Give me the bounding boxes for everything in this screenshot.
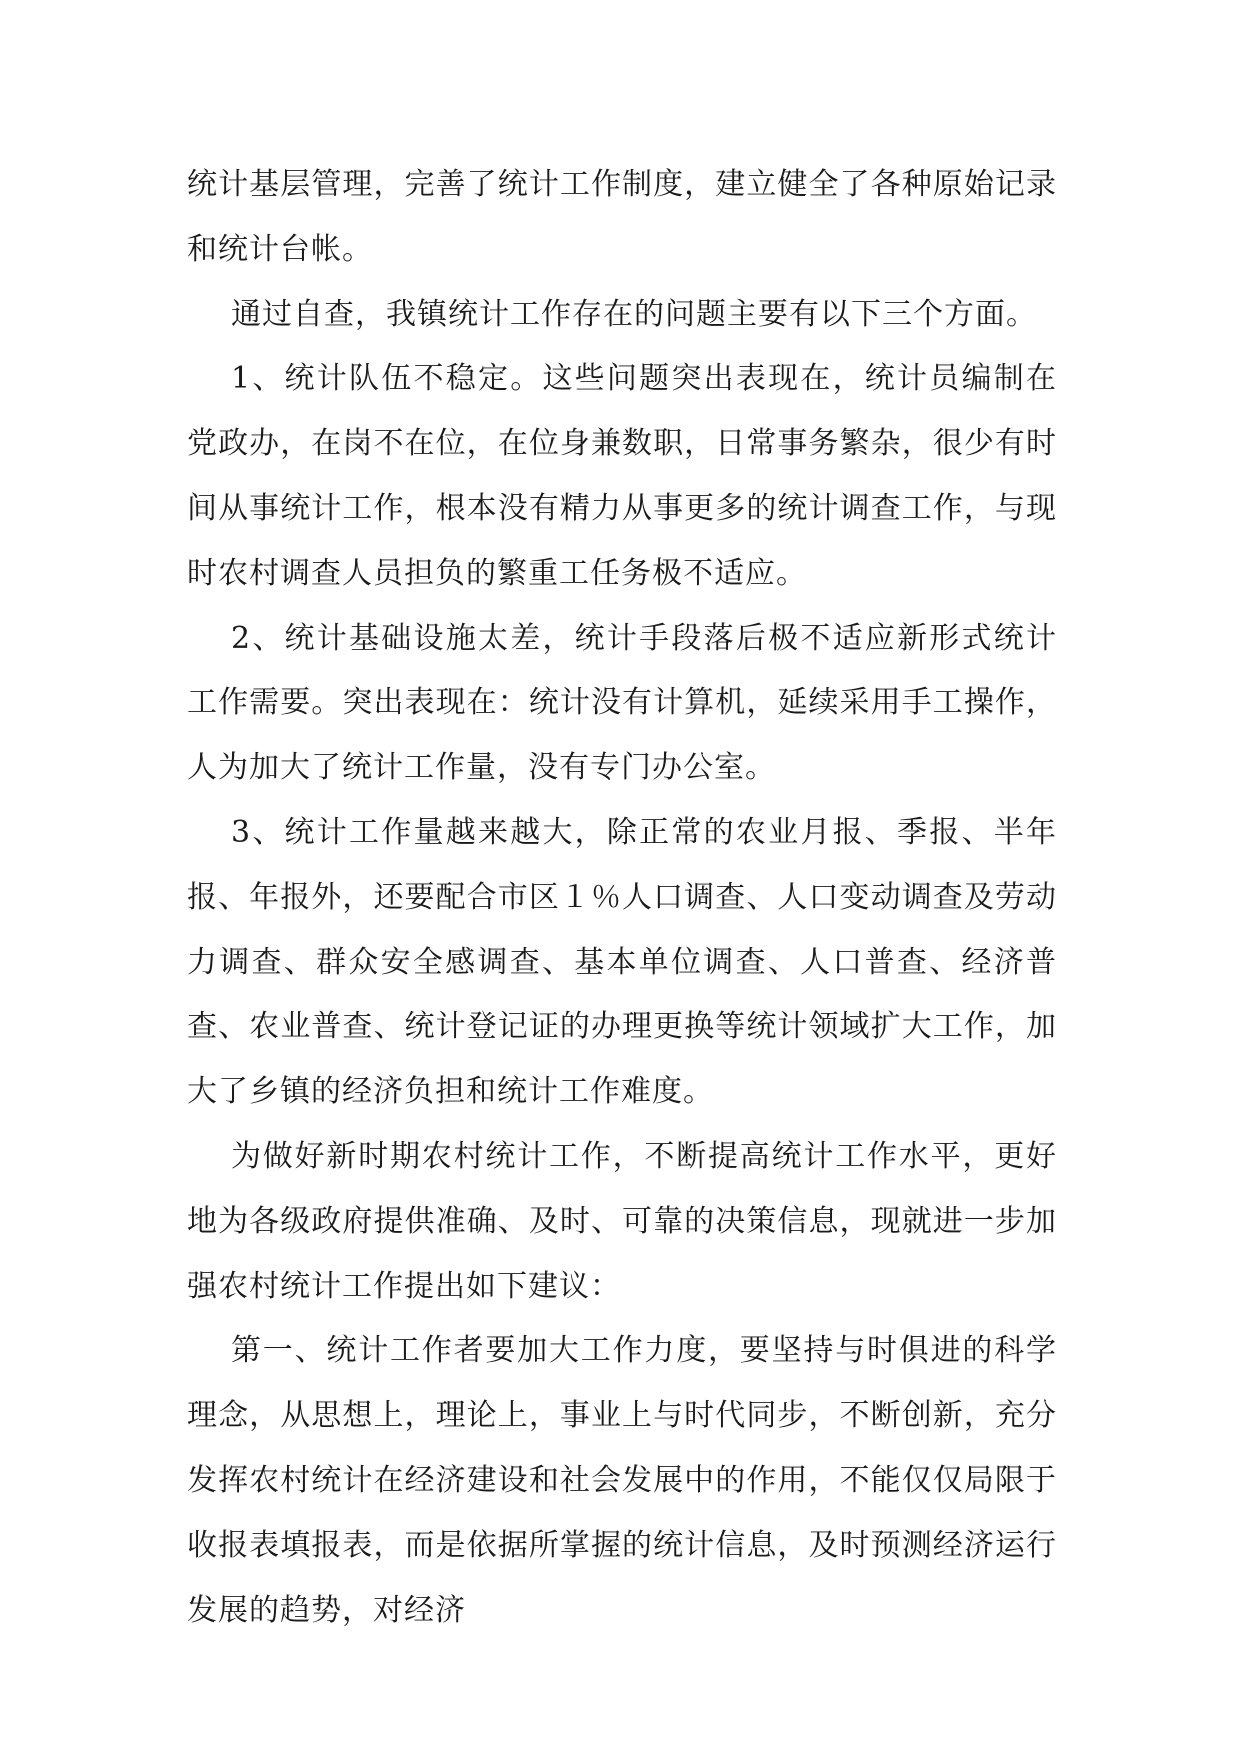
paragraph-problem-1: 1、统计队伍不稳定。这些问题突出表现在，统计员编制在党政办，在岗不在位，在位身兼数职，日常事务繁杂，很少有时间从事统计工作，根本没有精力从事更多的统计调查工作，与现时农村调查人员担负的繁重工任务极不适应。 [187, 361, 1057, 591]
paragraph-suggestions-intro: 为做好新时期农村统计工作，不断提高统计工作水平，更好地为各级政府提供准确、及时、可靠的决策信息，现就进一步加强农村统计工作提出如下建议： [187, 1138, 1057, 1304]
paragraph-problem-2: 2、统计基础设施太差，统计手段落后极不适应新形式统计工作需要。突出表现在：统计没有计算机，延续采用手工操作，人为加大了统计工作量，没有专门办公室。 [187, 620, 1057, 786]
paragraph-problem-3: 3、统计工作量越来越大，除正常的农业月报、季报、半年报、年报外，还要配合市区１％人口调查、人口变动调查及劳动力调查、群众安全感调查、基本单位调查、人口普查、经济普查、农业普查、统计登记证的办理更换等统计领域扩大工作，加大了乡镇的经济负担和统计工作难度。 [187, 814, 1057, 1110]
document-body [187, 153, 1057, 1643]
paragraph-suggestion-1: 第一、统计工作者要加大工作力度，要坚持与时俱进的科学理念，从思想上，理论上，事业上与时代同步，不断创新，充分发挥农村统计在经济建设和社会发展中的作用，不能仅仅局限于收报表填报表，而是依据所掌握的统计信息，及时预测经济运行发展的趋势，对经济 [187, 1333, 1057, 1628]
paragraph-self-inspection: 通过自查，我镇统计工作存在的问题主要有以下三个方面。 [231, 296, 1037, 332]
paragraph-continuation: 统计基层管理，完善了统计工作制度，建立健全了各种原始记录和统计台帐。 [187, 167, 1057, 267]
